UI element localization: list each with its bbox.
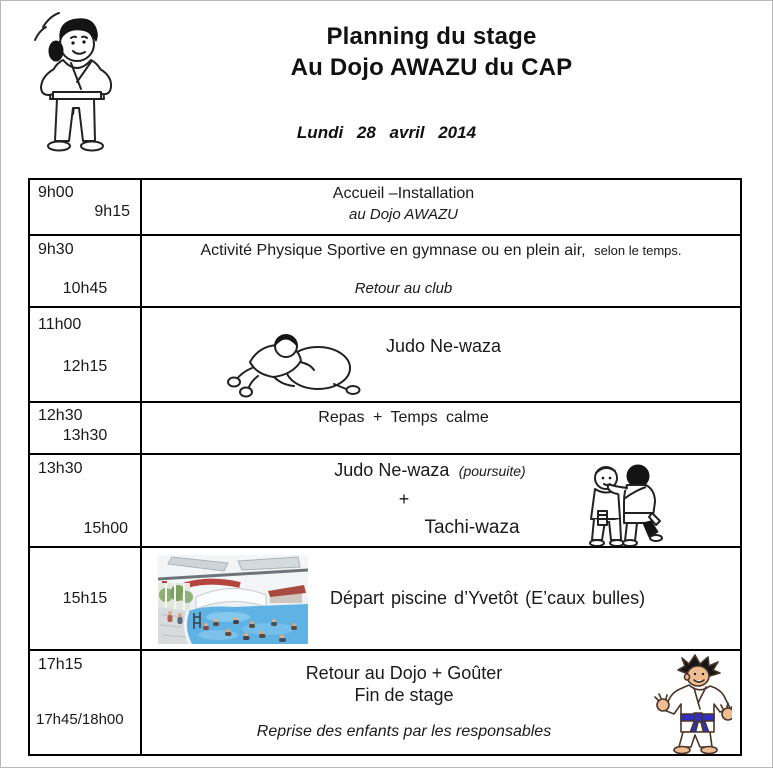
row7-line2: Fin de stage [354, 685, 454, 705]
row3-title: Judo Ne-waza [386, 336, 502, 356]
row5-title: Judo Ne-waza [334, 460, 450, 480]
row7-subtitle: Reprise des enfants par les responsables [256, 723, 552, 740]
indoor-swimming-pool-photo [158, 555, 308, 644]
row5-title-line [334, 460, 525, 481]
row1-time-cell [30, 180, 140, 234]
judo-standing-grip-cartoon-icon [580, 461, 668, 547]
row1-subtitle: au Dojo AWAZU [349, 206, 458, 223]
row5-plus: + [398, 489, 410, 509]
row2-title: Activité Physique Sportive en gymnase ou en plein air, [200, 242, 586, 259]
page-title [91, 21, 772, 83]
row5-time-cell [30, 453, 140, 546]
row5-time-end: 15h00 [83, 520, 128, 537]
row2-title-note: selon le temps. [594, 243, 682, 258]
row4-time-end: 13h30 [62, 427, 108, 444]
row2-subtitle: Retour au club [354, 280, 453, 297]
row5-time-start: 13h30 [38, 460, 83, 477]
row3-time-end: 12h15 [62, 358, 108, 375]
row2-time-start: 9h30 [38, 241, 74, 258]
row4-content-cell [140, 401, 740, 453]
judo-groundwork-cartoon-icon [222, 330, 362, 398]
row4-time-cell [30, 401, 140, 453]
row1-time-start: 9h00 [38, 184, 74, 201]
page-title-line2: Au Dojo AWAZU du CAP [290, 54, 573, 81]
row3-time-cell [30, 306, 140, 401]
row1-title: Accueil –Installation [332, 185, 475, 202]
row1-content-cell [140, 180, 740, 234]
row6-content-cell [140, 546, 740, 649]
schedule-table [28, 178, 742, 756]
row1-time-end: 9h15 [94, 203, 130, 220]
row6-time-cell [30, 546, 140, 649]
stage-date: Lundi 28 avril 2014 [296, 123, 477, 142]
row2-content-cell [140, 234, 740, 306]
judoka-blue-belt-cartoon-icon [652, 653, 732, 754]
row6-title: Départ piscine d’Yvetôt (E’caux bulles) [330, 588, 646, 608]
row7-time-end: 17h45/18h00 [36, 711, 124, 728]
row2-time-cell [30, 234, 140, 306]
row5-content-cell [140, 453, 740, 546]
row2-time-end: 10h45 [62, 280, 108, 297]
row7-time-start: 17h15 [38, 656, 83, 673]
row7-time-cell [30, 649, 140, 754]
page-title-line1: Planning du stage [326, 23, 537, 50]
row4-title: Repas + Temps calme [318, 409, 489, 426]
row7-title: Retour au Dojo + Goûter [305, 663, 503, 683]
row3-content-cell [140, 306, 740, 401]
row5-title-note: (poursuite) [458, 463, 526, 479]
row2-title-line [142, 242, 740, 260]
row3-time-start: 11h00 [38, 316, 82, 333]
row6-time-start: 15h15 [62, 590, 108, 607]
row7-content-cell [140, 649, 740, 754]
row5-line2: Tachi-waza [424, 517, 520, 538]
row4-time-start: 12h30 [38, 407, 83, 424]
